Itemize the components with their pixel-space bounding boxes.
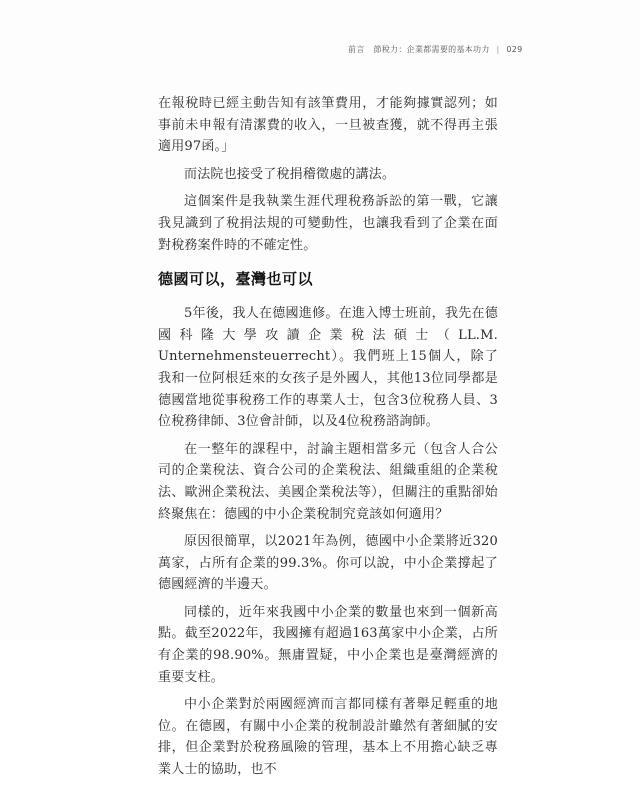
header-divider: | [496, 45, 500, 54]
paragraph-court-ruling: 而法院也接受了稅捐稽徵處的講法。 [184, 166, 396, 182]
header-section-label: 前言 [348, 45, 365, 54]
paragraph-sme-importance: 中小企業對於兩國經濟而言都同樣有著舉足輕重的地位。在德國，有關中小企業的稅制設計雖然有著細膩的安排，但企業對於稅務風險的管理，基本上不用擔心缺乏專業人士的協助，也不 [158, 697, 498, 778]
paragraph-germany-study: 5年後，我人在德國進修。在進入博士班前，我先在德國科隆大學攻讀企業稅法碩士（LL.M. Unternehmensteuerrecht）。我們班上15個人，除了我和一位阿根廷來的女孩子是外國人，其他13位同學都是德國當地從事稅務工作的專業人士，包含3位稅務人員、3位稅務律師、3位會計師，以及4位稅務諮詢師。 [158, 306, 498, 430]
paragraph-quote-end: 在報稅時已經主動告知有該筆費用，才能夠據實認列；如事前未申報有清潔費的收入，一旦被查獲，就不得再主張適用97函。」 [158, 96, 498, 155]
body-text [158, 93, 498, 787]
paragraph-germany-sme-stats: 原因很簡單，以2021年為例，德國中小企業將近320萬家，占所有企業的99.3%。你可以說，中小企業撐起了德國經濟的半邊天。 [158, 534, 498, 593]
paragraph-taiwan-sme-stats: 同樣的，近年來我國中小企業的數量也來到一個新高點。截至2022年，我國擁有超過163萬家中小企業，占所有企業的98.90%。無庸置疑，中小企業也是臺灣經濟的重要支柱。 [158, 604, 498, 685]
section-heading: 德國可以，臺灣也可以 [158, 270, 314, 289]
paragraph-course-topics: 在一整年的課程中，討論主題相當多元（包含人合公司的企業稅法、資合公司的企業稅法、組織重組的企業稅法、歐洲企業稅法、美國企業稅法等），但關注的重點卻始終聚焦在：德國的中小企業稅制究竟該如何適用？ [158, 441, 498, 522]
paragraph-first-case: 這個案件是我執業生涯代理稅務訴訟的第一戰，它讓我見識到了稅捐法規的可變動性，也讓我看到了企業在面對稅務案件時的不確定性。 [158, 194, 498, 253]
header-chapter-title: 節稅力：企業都需要的基本功力 [373, 45, 490, 54]
running-header [348, 44, 548, 55]
page-number: 029 [506, 45, 523, 54]
